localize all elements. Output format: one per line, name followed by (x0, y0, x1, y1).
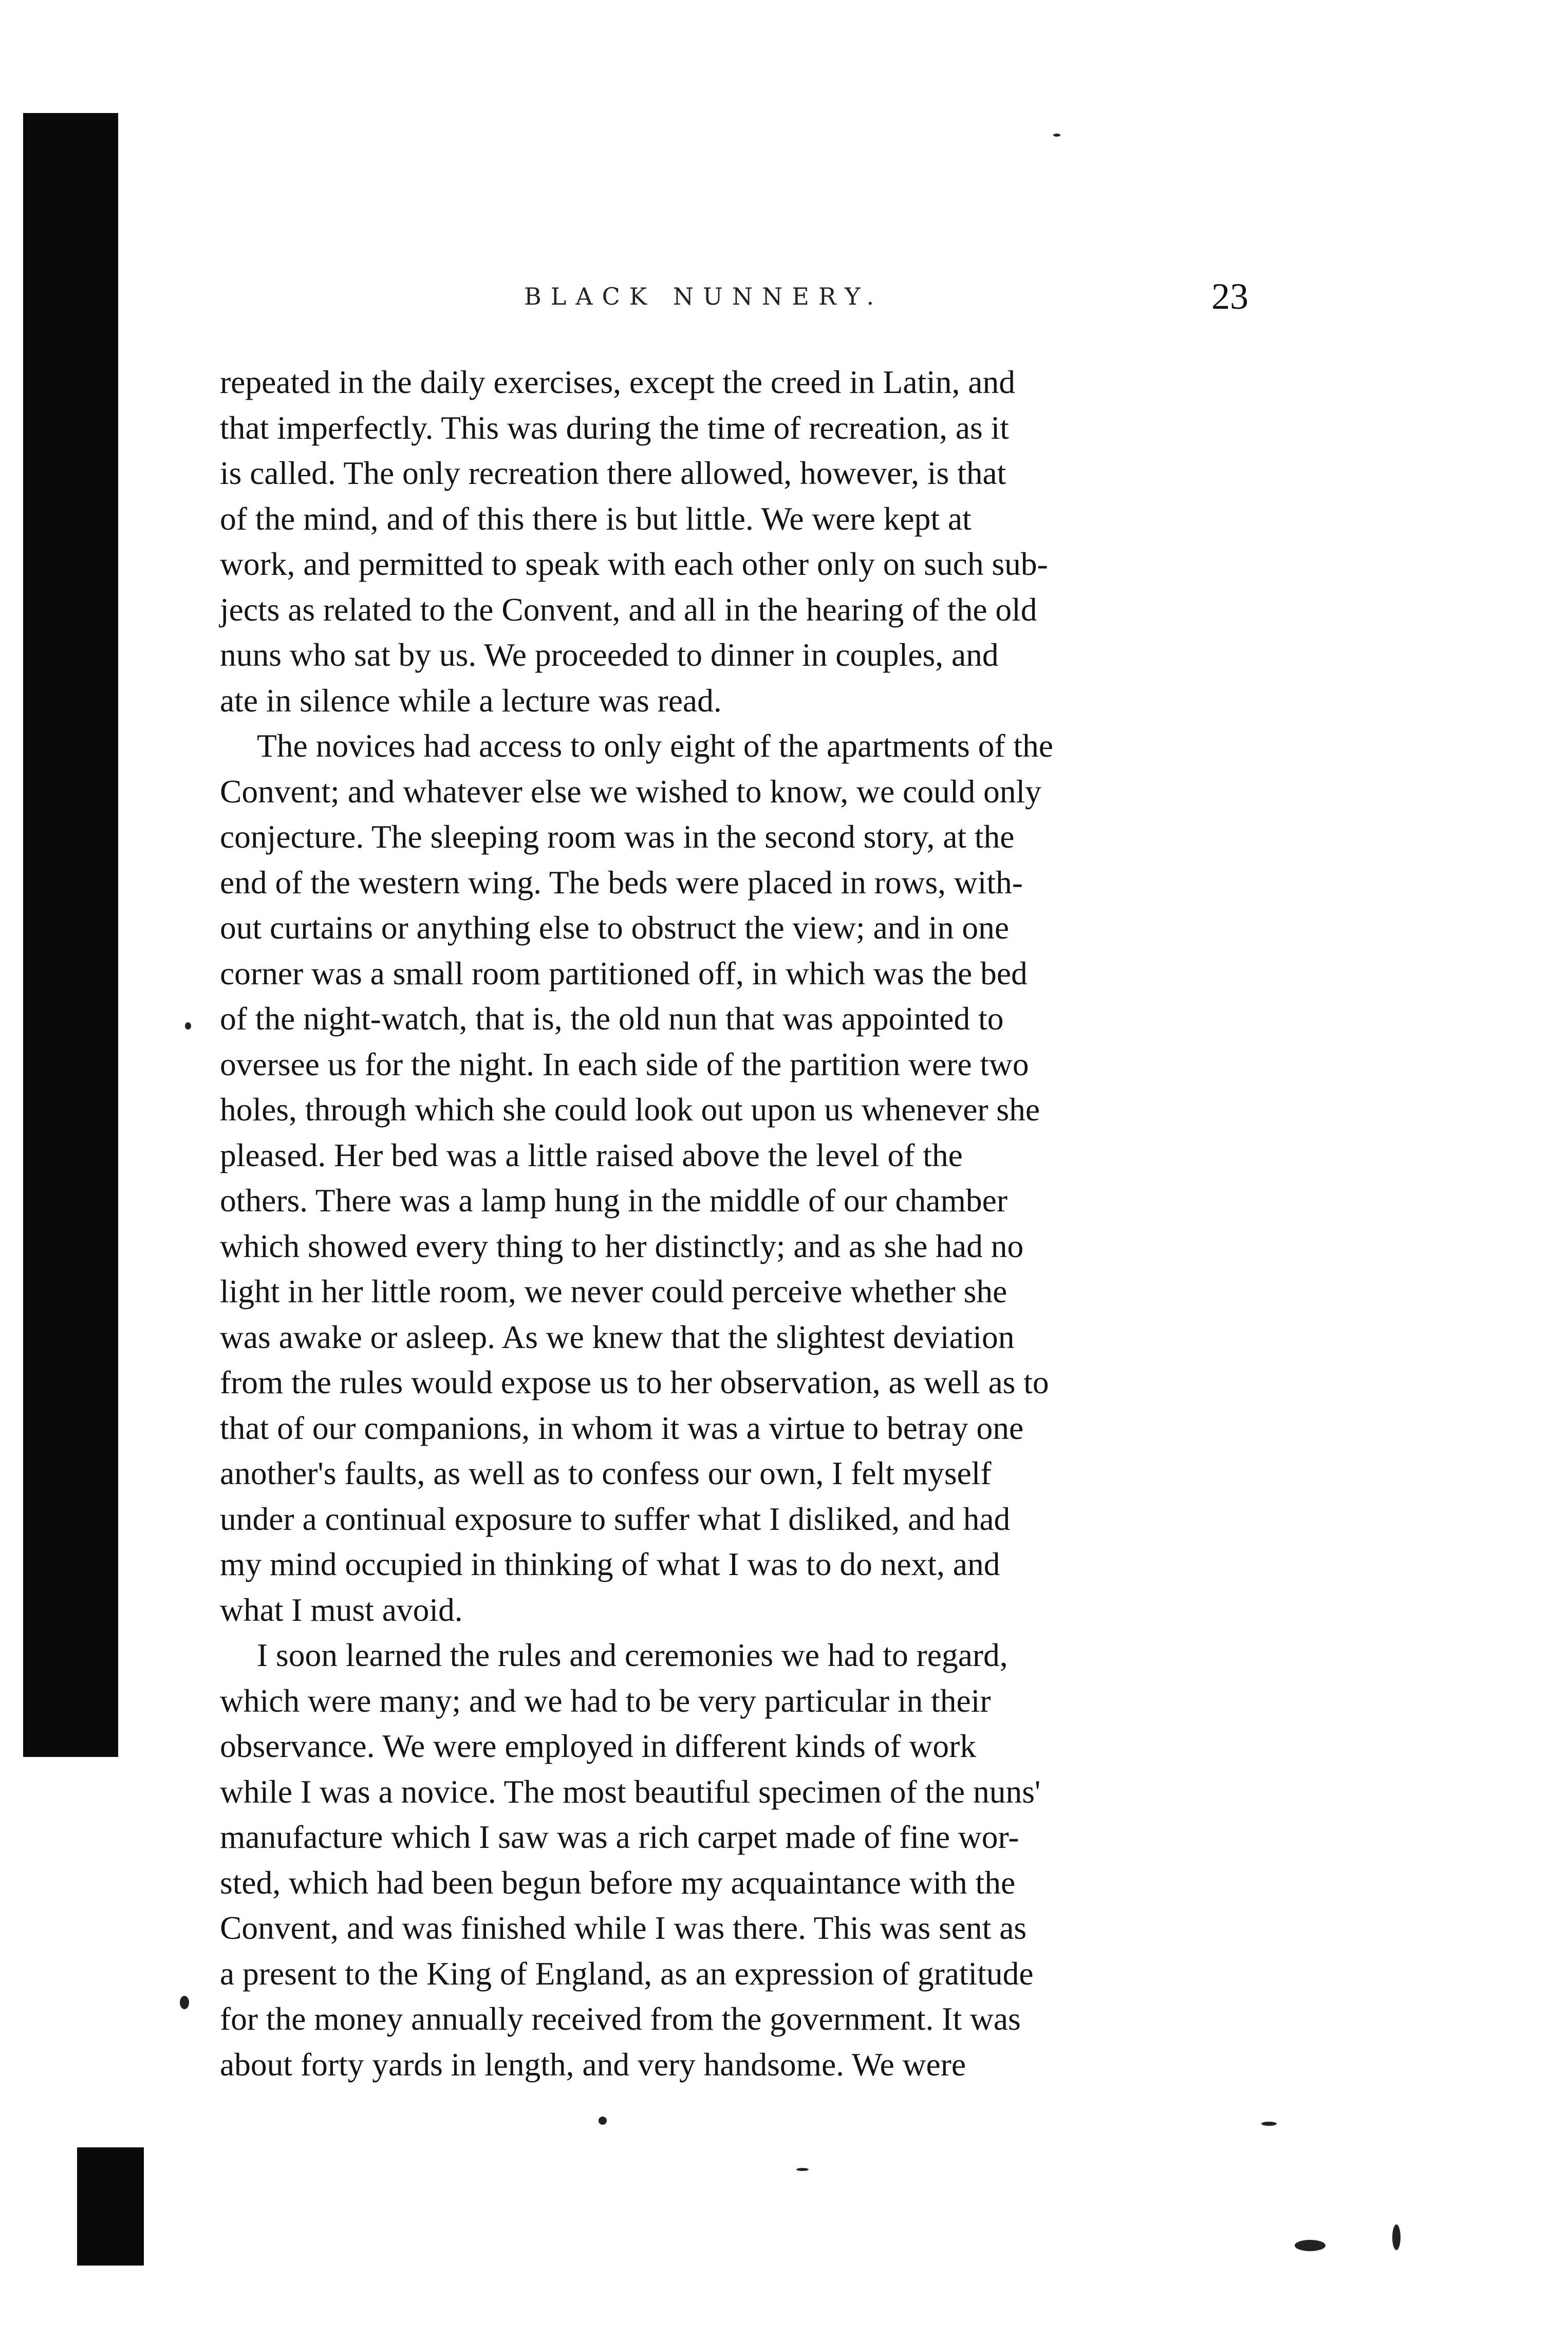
text-line: conjecture. The sleeping room was in the second story, at the (220, 818, 1015, 855)
text-line: Convent; and whatever else we wished to know, we could only (220, 773, 1041, 810)
scan-speck (1261, 2122, 1277, 2126)
scan-speck (1053, 134, 1060, 137)
text-line: is called. The only recreation there allowed, however, is that (220, 455, 1006, 491)
text-line: observance. We were employed in different kinds of work (220, 1728, 976, 1764)
text-line: The novices had access to only eight of the apartments of the (257, 727, 1053, 764)
text-line: that of our companions, in whom it was a virtue to betray one (220, 1409, 1024, 1446)
text-line: a present to the King of England, as an expression of gratitude (220, 1955, 1034, 1992)
text-line: end of the western wing. The beds were placed in rows, with- (220, 864, 1023, 901)
text-line: repeated in the daily exercises, except the creed in Latin, and (220, 364, 1015, 400)
text-line: ate in silence while a lecture was read. (220, 682, 722, 719)
scan-speck (180, 1996, 189, 2009)
text-line: another's faults, as well as to confess our own, I felt myself (220, 1455, 992, 1491)
paragraph (220, 1633, 1247, 2087)
text-line: which were many; and we had to be very particular in their (220, 1682, 991, 1719)
running-head (221, 276, 1248, 329)
text-line: oversee us for the night. In each side of the partition were two (220, 1045, 1029, 1082)
text-line: sted, which had been begun before my acquaintance with the (220, 1864, 1016, 1901)
scan-speck (599, 2117, 607, 2125)
text-line: that imperfectly. This was during the time of recreation, as it (220, 409, 1009, 446)
text-line: what I must avoid. (220, 1591, 463, 1628)
scan-edge-shadow-top (23, 113, 118, 1757)
text-line: nuns who sat by us. We proceeded to dinner in couples, and (220, 637, 999, 673)
scan-speck (1392, 2224, 1401, 2250)
page-number: 23 (1211, 276, 1248, 317)
scan-speck (796, 2168, 809, 2171)
paragraph (220, 723, 1247, 1633)
text-line: was awake or asleep. As we knew that the slightest deviation (220, 1318, 1015, 1355)
text-line: I soon learned the rules and ceremonies we had to regard, (257, 1637, 1008, 1673)
paragraph (220, 360, 1247, 723)
text-line: corner was a small room partitioned off, in which was the bed (220, 955, 1028, 991)
text-line: about forty yards in length, and very handsome. We were (220, 2046, 966, 2083)
text-line: work, and permitted to speak with each other only on such sub- (220, 546, 1048, 582)
text-line: from the rules would expose us to her observation, as well as to (220, 1364, 1049, 1400)
text-line: out curtains or anything else to obstruct the view; and in one (220, 909, 1009, 946)
text-line: my mind occupied in thinking of what I was to do next, and (220, 1546, 1000, 1582)
text-line: holes, through which she could look out upon us whenever she (220, 1091, 1040, 1128)
text-line: light in her little room, we never could perceive whether she (220, 1273, 1007, 1309)
text-line: while I was a novice. The most beautiful specimen of the nuns' (220, 1773, 1041, 1810)
text-line: under a continual exposure to suffer what I disliked, and had (220, 1500, 1011, 1537)
text-line: manufacture which I saw was a rich carpet made of fine wor- (220, 1819, 1019, 1855)
scan-speck (185, 1022, 191, 1030)
body-text (220, 360, 1247, 2087)
text-line: Convent, and was finished while I was there. This was sent as (220, 1910, 1027, 1946)
text-line: others. There was a lamp hung in the middle of our chamber (220, 1182, 1007, 1219)
scan-edge-shadow-bottom (77, 2147, 144, 2266)
text-line: of the mind, and of this there is but little. We were kept at (220, 500, 972, 537)
text-line: of the night-watch, that is, the old nun that was appointed to (220, 1000, 1004, 1037)
scan-speck (1295, 2240, 1326, 2251)
text-line: jects as related to the Convent, and all in the hearing of the old (220, 591, 1037, 628)
text-line: for the money annually received from the government. It was (220, 2000, 1021, 2037)
text-line: which showed every thing to her distinctly; and as she had no (220, 1227, 1024, 1264)
text-line: pleased. Her bed was a little raised above the level of the (220, 1136, 963, 1173)
running-title: BLACK NUNNERY. (524, 283, 884, 310)
